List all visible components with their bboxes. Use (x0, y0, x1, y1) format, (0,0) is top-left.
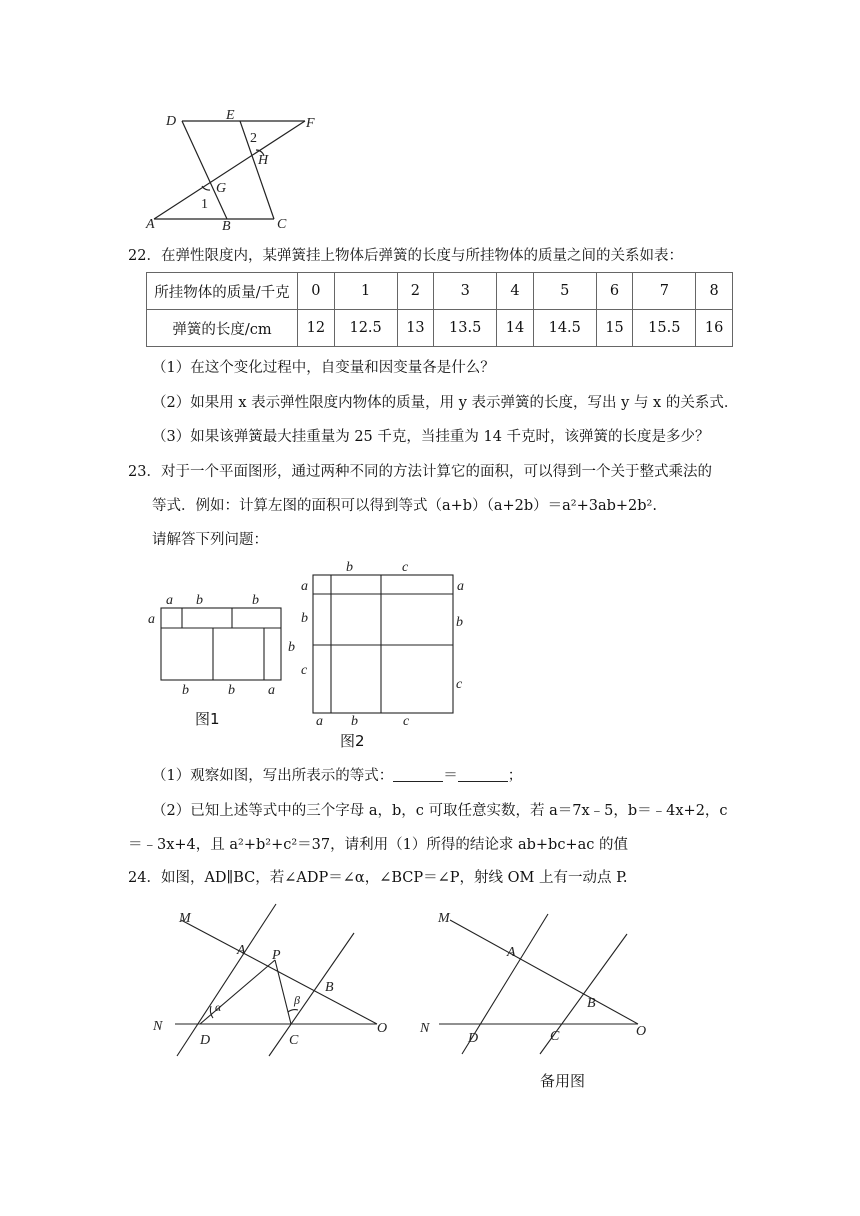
spring-table (146, 272, 733, 347)
q23-sub1: （1）观察如图，写出所表示的等式： ＝ ； (152, 768, 523, 784)
table-row: 弹簧的长度/cm 12 12.5 13 13.5 14 14.5 15 15.5 16 (147, 310, 733, 347)
svg-text:D: D (200, 1033, 211, 1048)
figure-q24-spare (412, 904, 662, 1060)
q22-sub1: （1）在这个变化过程中，自变量和因变量各是什么？ (152, 360, 495, 376)
svg-text:a: a (316, 714, 323, 729)
svg-text:c: c (301, 663, 308, 678)
svg-text:a: a (457, 579, 464, 594)
answer-blank-right[interactable] (458, 767, 508, 782)
figure-2-caption: 图2 (340, 732, 365, 750)
svg-text:b: b (346, 560, 353, 575)
svg-text:b: b (288, 640, 295, 655)
table-header-length: 弹簧的长度/cm (147, 310, 298, 347)
svg-text:N: N (153, 1019, 163, 1034)
svg-text:C: C (550, 1029, 560, 1044)
svg-text:M: M (438, 911, 450, 926)
svg-text:P: P (272, 948, 281, 963)
label-E: E (226, 108, 235, 123)
label-C: C (277, 217, 287, 232)
label-F: F (306, 116, 315, 131)
svg-text:α: α (215, 1000, 222, 1014)
svg-text:O: O (377, 1021, 388, 1036)
svg-text:c: c (402, 560, 409, 575)
svg-text:a: a (268, 683, 275, 698)
figure-q21 (140, 104, 330, 234)
figure-2 (296, 558, 476, 730)
q23-line3: 请解答下列问题： (152, 532, 268, 548)
label-D: D (166, 114, 177, 129)
svg-text:a: a (301, 579, 308, 594)
svg-text:B: B (587, 996, 596, 1011)
q22-stem: 22．在弹性限度内，某弹簧挂上物体后弹簧的长度与所挂物体的质量之间的关系如表： (128, 248, 683, 264)
svg-text:b: b (228, 683, 235, 698)
svg-text:N: N (420, 1021, 430, 1036)
label-A: A (146, 217, 155, 232)
svg-text:a: a (148, 612, 155, 627)
label-B: B (222, 219, 231, 234)
svg-text:b: b (252, 593, 259, 608)
svg-text:β: β (294, 993, 300, 1007)
answer-blank-left[interactable] (393, 767, 443, 782)
label-H: H (258, 153, 269, 168)
svg-text:D: D (468, 1031, 479, 1046)
svg-text:b: b (351, 714, 358, 729)
svg-text:b: b (456, 615, 463, 630)
spare-figure-caption: 备用图 (540, 1072, 586, 1090)
svg-text:b: b (182, 683, 189, 698)
q24-stem: 24．如图，AD∥BC，若∠ADP＝∠α，∠BCP＝∠P，射线 OM 上有一动点 P. (128, 870, 628, 886)
svg-text:b: b (196, 593, 203, 608)
q22-sub3: （3）如果该弹簧最大挂重量为 25 千克，当挂重为 14 千克时，该弹簧的长度是多少？ (152, 429, 710, 445)
q23-sub2-line1: （2）已知上述等式中的三个字母 a，b，c 可取任意实数，若 a＝7x﹣5，b＝﹣4x+2，c (152, 803, 728, 819)
angle-1: 1 (201, 197, 208, 212)
label-G: G (216, 181, 227, 196)
svg-text:B: B (325, 980, 334, 995)
svg-text:O: O (636, 1024, 647, 1039)
q23-line1: 23．对于一个平面图形，通过两种不同的方法计算它的面积，可以得到一个关于整式乘法的 (128, 464, 712, 480)
figure-q24-main (145, 900, 410, 1060)
table-header-mass: 所挂物体的质量/千克 (147, 273, 298, 310)
svg-text:C: C (289, 1033, 299, 1048)
q23-line2: 等式．例如：计算左图的面积可以得到等式（a+b）（a+2b）＝a²+3ab+2b². (152, 498, 657, 514)
svg-text:A: A (507, 945, 516, 960)
svg-text:A: A (237, 943, 246, 958)
table-row: 所挂物体的质量/千克 0 1 2 3 4 5 6 7 8 (147, 273, 733, 310)
svg-text:a: a (166, 593, 173, 608)
figure-1-caption: 图1 (195, 710, 220, 728)
svg-text:M: M (179, 911, 191, 926)
svg-text:c: c (403, 714, 410, 729)
angle-2: 2 (250, 131, 257, 146)
svg-text:c: c (456, 677, 463, 692)
q22-sub2: （2）如果用 x 表示弹性限度内物体的质量，用 y 表示弹簧的长度，写出 y 与 x 的关系式． (152, 395, 739, 411)
q23-sub2-line2: ＝﹣3x+4，且 a²+b²+c²＝37，请利用（1）所得的结论求 ab+bc+ac 的值 (128, 837, 628, 853)
figure-1 (142, 592, 312, 700)
svg-text:b: b (301, 611, 308, 626)
